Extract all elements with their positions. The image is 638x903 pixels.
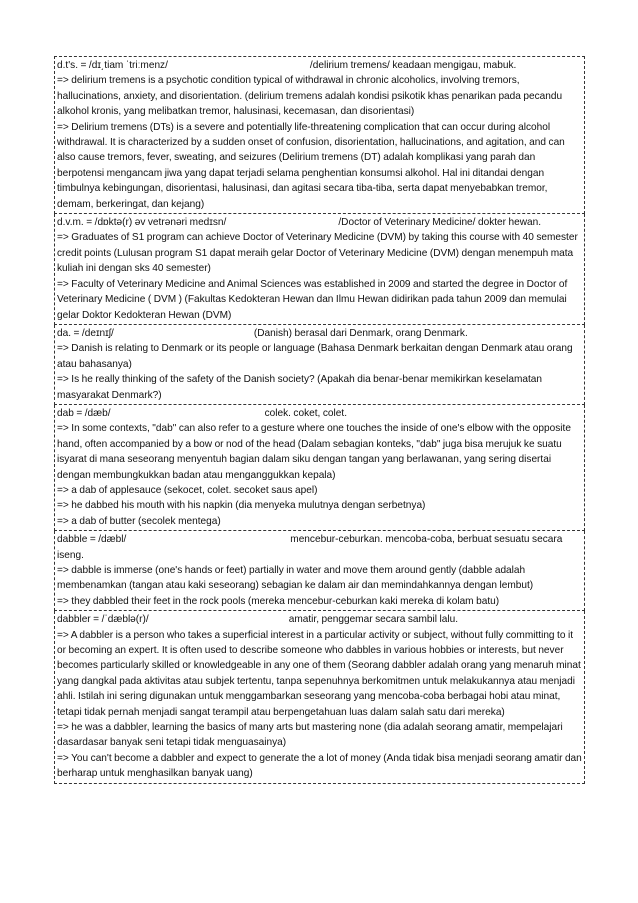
example-line: => You can't become a dabbler and expect to generate the a lot of money (Anda tidak bisa menjadi seorang amatir dan berharap untuk menghasilkan banyak uang) <box>57 752 582 780</box>
meaning: /delirium tremens/ keadaan mengigau, mabuk. <box>309 60 517 71</box>
meaning: mencebur-ceburkan. mencoba-coba, berbuat sesuatu secara iseng. <box>57 534 563 561</box>
entry-headline <box>57 326 582 341</box>
example-line: => A dabbler is a person who takes a superficial interest in a particular activity or subject, without fully committing to it or becoming an expert. It is often used to describe someone who dabbles in various hobbies or interests, but never becomes particularly skilled or knowledgeable in any one of them (Seorang dabbler adalah orang yang menaruh minat yang dangkal pada aktivitas atau subjek tertentu, tanpa sepenuhnya berkomitmen untuk melakukannya atau menjadi ahli. Istilah ini sering digunakan untuk menggambarkan seseorang yang mencoba-coba berbagai hobi atau minat, tetapi tidak pernah menjadi sangat terampil atau berpengetahuan luas dalam salah satu dari mereka) <box>57 629 581 718</box>
example-line: => Danish is relating to Denmark or its people or language (Bahasa Denmark berkaitan dengan Denmark atau orang atau bahasanya) <box>57 343 573 370</box>
dictionary-entry <box>54 611 585 783</box>
meaning: (Danish) berasal dari Denmark, orang Denmark. <box>253 327 468 339</box>
example-line: => Is he really thinking of the safety of the Danish society? (Apakah dia benar-benar memikirkan keselamatan masyarakat Denmark?) <box>57 374 543 401</box>
headword: da. = /deɪnɪʃ/ <box>57 327 114 339</box>
entry-headline <box>57 215 582 230</box>
example-line: => he was a dabbler, learning the basics of many arts but mastering none (dia adalah seorang amatir, mempelajari dasardasar banyak seni tetapi tidak menguasainya) <box>57 722 563 749</box>
headword: dabble = /dæbl/ <box>57 534 127 546</box>
example-line: => In some contexts, "dab" can also refer to a gesture where one touches the inside of one's elbow with the opposite hand, often accompanied by a bow or nod of the head (Dalam sebagian konteks, "dab" juga bisa merujuk ke suatu isyarat di mana seseorang menyentuh bagian dalam siku dengan tangan yang berlawanan, yang sering disertai dengan membungkukkan badan atau menganggukkan kepala) <box>57 423 571 481</box>
dictionary-entry <box>54 325 585 405</box>
dictionary-entry <box>54 56 585 214</box>
entry-headline <box>57 58 582 73</box>
headword: d.v.m. = /dɒktə(r) əv vetrənəri medɪsn/ <box>57 217 227 229</box>
entry-headline <box>57 532 582 563</box>
example-line: => dabble is immerse (one's hands or feet) partially in water and move them around gently (dabble adalah membenamkan (tangan atau kaki seseorang) sebagian ke dalam air dan memindahkannya dengan lembut) <box>57 565 534 592</box>
meaning: /Doctor of Veterinary Medicine/ dokter hewan. <box>338 217 542 229</box>
example-line: => a dab of applesauce (sekocet, colet. secoket saus apel) <box>57 484 318 496</box>
meaning: amatir, penggemar secara sambil lalu. <box>288 614 459 626</box>
headword: d.t's. = /dɪ͵tiam ˈtriːmenz/ <box>57 60 168 71</box>
example-line: => a dab of butter (secolek mentega) <box>57 515 221 527</box>
example-line: => Faculty of Veterinary Medicine and Animal Sciences was established in 2009 and started the degree in Doctor of Veterinary Medicine ( DVM ) (Fakultas Kedokteran Hewan dan Ilmu Hewan didirikan pada tahun 2009 dan memulai gelar Doktor Kedokteran Hewan (DVM) <box>57 278 568 321</box>
example-line: => Graduates of S1 program can achieve Doctor of Veterinary Medicine (DVM) by taking this course with 40 semester credit points (Lulusan program S1 dapat meraih gelar Doctor of Veterinary Medicine (DVM) dengan menempuh mata kuliah ini dengan sks 40 semester) <box>57 232 578 275</box>
headword: dab = /dæb/ <box>57 407 111 419</box>
dictionary-page <box>54 56 585 784</box>
dictionary-entry <box>54 405 585 531</box>
entry-headline <box>57 406 582 421</box>
example-line: => delirium tremens is a psychotic condition typical of withdrawal in chronic alcoholics, involving tremors, hallucinations, anxiety, and disorientation. (delirium tremens adalah kondisi psikotik khas penarikan pada pecandu alkohol kronis, yang melibatkan tremor, halusinasi, kecemasan, dan disorientasi) <box>57 75 563 118</box>
dictionary-entry <box>54 214 585 325</box>
dictionary-entry <box>54 531 585 611</box>
entry-headline <box>57 612 582 627</box>
headword: dabbler = /ˈdæblə(r)/ <box>57 614 149 626</box>
meaning: colek. coket, colet. <box>264 407 347 419</box>
example-line: => they dabbled their feet in the rock pools (mereka mencebur-ceburkan kaki mereka di kolam batu) <box>57 595 500 607</box>
example-line: => he dabbed his mouth with his napkin (dia menyeka mulutnya dengan serbetnya) <box>57 500 426 512</box>
example-line: => Delirium tremens (DTs) is a severe and potentially life-threatening complication that can occur during alcohol withdrawal. It is characterized by a sudden onset of confusion, disorientation, hallucinations, and agitation, and can also cause tremors, fever, sweating, and seizures (Delirium tremens (DT) adalah komplikasi yang parah dan berpotensi mengancam jiwa yang dapat terjadi selama penghentian konsumsi alkohol. Hal ini ditandai dengan timbulnya kebingungan, disorientasi, halusinasi, dan agitasi secara tiba-tiba, serta dapat menyebabkan tremor, demam, berkeringat, dan kejang) <box>57 121 565 210</box>
